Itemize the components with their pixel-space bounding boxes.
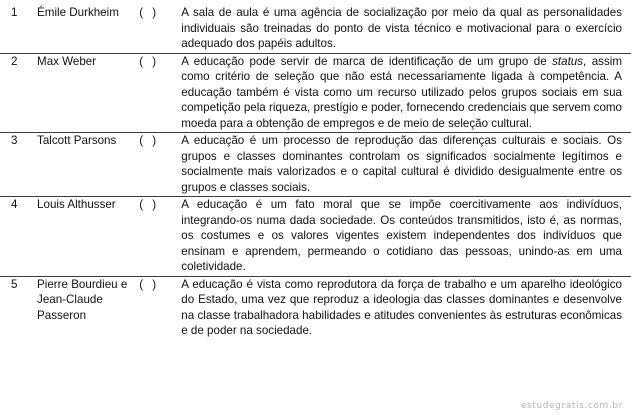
table-row — [0, 53, 631, 133]
statement-text: A educação é um fato moral que se impõe coercitivamente aos indivíduos, integrando-os numa dada sociedade. Os conteúdos transmitidos, isto é, as normas, os costumes e os valores vigentes existem independentes dos indivíduos que ensinam e aprendem, permeando o cotidiano das pessoas, unindo-as em uma coletividade. — [181, 197, 631, 277]
author-name: Talcott Parsons — [37, 133, 139, 197]
row-number: 2 — [0, 53, 37, 133]
row-number: 1 — [0, 5, 37, 53]
author-name: Émile Durkheim — [37, 5, 139, 53]
answer-blank[interactable]: ( ) — [139, 53, 181, 133]
answer-blank[interactable]: ( ) — [139, 133, 181, 197]
author-name: Max Weber — [37, 53, 139, 133]
table-row — [0, 276, 631, 340]
statement-text: A sala de aula é uma agência de socialização por meio da qual as personalidades individuais são treinadas do ponto de vista técnico e motivacional para o exercício adequado dos papéis adultos. — [181, 5, 631, 53]
statement-text — [181, 53, 631, 133]
table-row — [0, 5, 631, 53]
table-row — [0, 197, 631, 277]
statement-italic-term: status — [552, 54, 584, 68]
row-number: 3 — [0, 133, 37, 197]
statement-text-part: A educação pode servir de marca de identificação de um grupo de — [181, 54, 553, 68]
table-row — [0, 133, 631, 197]
row-number: 4 — [0, 197, 37, 277]
author-name: Louis Althusser — [37, 197, 139, 277]
statement-text-part: , assim como critério de seleção que não está necessariamente ligada à competência. A educação também é vista como um recurso utilizado pelos grupos sociais em sua competição pela riqueza, prestígio e poder, fornecendo credenciais que servem como moeda para a obtenção de empregos e de meio de seleção cultural. — [181, 54, 622, 130]
answer-blank[interactable]: ( ) — [139, 5, 181, 53]
author-name: Pierre Bourdieu e Jean-Claude Passeron — [37, 277, 128, 322]
question-table — [0, 5, 631, 340]
answer-blank[interactable]: ( ) — [139, 277, 160, 291]
row-number: 5 — [11, 277, 18, 291]
answer-blank[interactable]: ( ) — [139, 197, 181, 277]
statement-text: A educação é vista como reprodutora da força de trabalho e um aparelho ideológico do Estado, uma vez que reproduz a ideologia das classes dominantes e desenvolve na classe trabalhadora habilidades e atitudes convenientes às estruturas econômicas e de poder na sociedade. — [181, 277, 622, 337]
site-watermark: estudegratis.com.br — [520, 401, 623, 411]
statement-text: A educação é um processo de reprodução das diferenças culturais e sociais. Os grupos e classes dominantes controlam os significados socialmente legítimos e socialmente mais valorizados e o capital cultural é dividido desigualmente entre os grupos e classes sociais. — [181, 133, 631, 197]
